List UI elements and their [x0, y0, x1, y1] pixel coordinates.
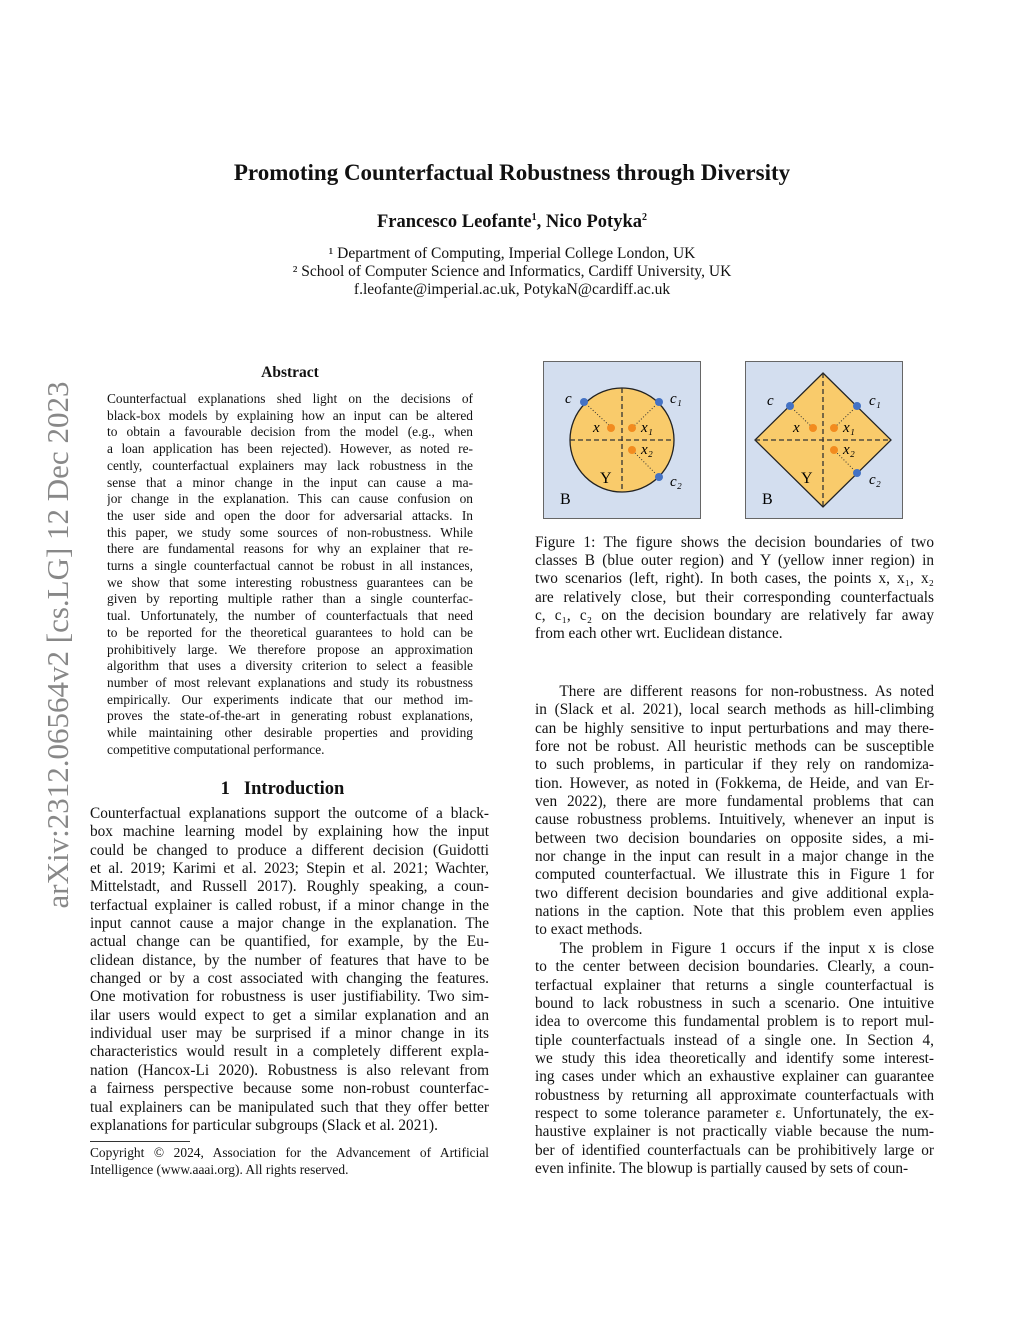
affiliation-2: ² School of Computer Science and Informatics, Cardiff University, UK	[292, 263, 732, 280]
text-line: competitive computational performance.	[107, 741, 325, 757]
text-line: fore not be robust. All heuristic methods can be susceptible	[535, 738, 934, 756]
text-line: tual. Unfortunately, the number of counterfactuals that need	[107, 608, 473, 624]
text-line: One motivation for robustness is user justifiability. Two sim-	[90, 988, 489, 1006]
text-line: proves the state-of-the-art in generating robust explanations,	[107, 708, 473, 724]
text-line: empirically. Our experiments indicate that our method im-	[107, 691, 473, 707]
text-line: black-box models by explaining how an input can be altered	[107, 407, 473, 423]
text-line: c, c₁, c₂ on the decision boundary are relatively far away	[535, 606, 934, 624]
text-line: to such problems, in particular if they rely on randomiza-	[535, 756, 934, 774]
text-line: cently, counterfactual explainers may lack robustness in the	[107, 457, 473, 473]
text-line: tiple counterfactuals instead of a single one. In Section 4,	[535, 1031, 934, 1049]
text-line: a fairness perspective because some non-robust counterfac-	[90, 1080, 489, 1098]
text-line: can be highly sensitive to input perturbations and may there-	[535, 719, 934, 737]
counterfactual-c2	[655, 473, 663, 481]
abstract-heading: Abstract	[261, 364, 319, 381]
author-emails: f.leofante@imperial.ac.uk, PotykaN@cardiff.ac.uk	[353, 281, 671, 298]
text-line: The problem in Figure 1 occurs if the input x is close	[535, 939, 934, 957]
label-c: c	[767, 393, 774, 409]
text-line: to obtain a favourable decision from the model (e.g., when	[107, 424, 473, 440]
text-line: tual explainers can be manipulated such that they offer better	[90, 1098, 489, 1116]
label-x1: x₁	[641, 420, 653, 436]
author-1: Francesco Leofante	[377, 212, 532, 233]
label-c1: c₁	[869, 393, 881, 409]
text-line: jor change in the explanation. This can cause confusion on	[107, 491, 473, 507]
text-line: Intelligence (www.aaai.org). All rights reserved.	[90, 1162, 349, 1177]
label-x: x	[793, 420, 800, 436]
text-line: actual change can be quantified, for example, by the Eu-	[90, 933, 489, 951]
text-line: nation (Hancox-Li 2020). Robustness is also relevant from	[90, 1061, 489, 1079]
authors	[0, 212, 1024, 233]
text-line: terfactual explainer is called robust, if a minor change in the	[90, 896, 489, 914]
text-line: to be reported for the theoretical guarantees to hold can be	[107, 624, 473, 640]
counterfactual-c	[786, 402, 794, 410]
text-line: input cannot cause a major change in the explanation. The	[90, 915, 489, 933]
text-line: ven 2022), there are more fundamental problems that can	[535, 793, 934, 811]
text-line: individual user may be surprised if a minor change in its	[90, 1025, 489, 1043]
counterfactual-c2	[853, 469, 861, 477]
text-line: two different decision boundaries and give additional expla-	[535, 884, 934, 902]
text-line: clidean distance, by the number of features that have to be	[90, 951, 489, 969]
introduction-body	[90, 805, 489, 1135]
counterfactual-c1	[655, 398, 663, 406]
text-line: tion. However, as noted in (Fokkema, de Heide, and van Er-	[535, 774, 934, 792]
counterfactual-c1	[853, 402, 861, 410]
abstract-body	[107, 391, 473, 758]
input-x	[607, 424, 615, 432]
input-x	[809, 424, 817, 432]
label-x2: x₂	[843, 442, 855, 458]
label-x1: x₁	[843, 420, 855, 436]
text-line: terfactual explainer that returns a single counterfactual is	[535, 976, 934, 994]
text-line: to the center between decision boundaries. Clearly, a coun-	[535, 958, 934, 976]
text-line: are relatively close, but their corresponding counterfactuals	[535, 588, 934, 606]
label-Y: Y	[801, 470, 813, 487]
section-title: Introduction	[243, 779, 345, 799]
label-Y: Y	[600, 470, 612, 487]
text-line: idea to overcome this fundamental problem is to report mul-	[535, 1013, 934, 1031]
text-line: the user side and open the door for adversarial attacks. In	[107, 507, 473, 523]
text-line: haustive explainer is not practically viable because the num-	[535, 1123, 934, 1141]
right-column-body	[535, 683, 934, 1178]
text-line: prohibitively large. We therefore propose an approximation	[107, 641, 473, 657]
text-line: there are fundamental reasons for why an explainer that re-	[107, 541, 473, 557]
text-line: from each other wrt. Euclidean distance.	[535, 625, 783, 643]
label-B: B	[560, 491, 571, 508]
text-line: ing cases under which an exhaustive explainer can guarantee	[535, 1068, 934, 1086]
copyright-notice	[90, 1144, 489, 1178]
label-c: c	[565, 391, 572, 407]
text-line: cause robustness problems. Intuitively, whenever an input is	[535, 811, 934, 829]
text-line: Counterfactual explanations support the outcome of a black-	[90, 805, 489, 822]
text-line: ber of identified counterfactuals can be prohibitively large or	[535, 1141, 934, 1159]
input-x1	[830, 424, 838, 432]
text-line: characteristics would result in a completely different expla-	[90, 1043, 489, 1061]
text-line: even infinite. The blowup is partially caused by sets of coun-	[535, 1159, 909, 1177]
figure-1-left-circle	[543, 361, 701, 519]
text-line: robustness by returning all approximate counterfactuals with	[535, 1086, 934, 1104]
section-number: 1	[220, 779, 230, 799]
text-line: Figure 1: The figure shows the decision boundaries of two	[535, 534, 934, 551]
text-line: we study this idea theoretically and identify some interest-	[535, 1049, 934, 1067]
text-line: this paper, we study some sources of non-robustness. While	[107, 524, 473, 540]
text-line: two scenarios (left, right). In both cases, the points x, x₁, x₂	[535, 570, 934, 588]
text-line: changed or by a cost associated with changing the features.	[90, 970, 489, 988]
affiliation-1: ¹ Department of Computing, Imperial College London, UK	[328, 245, 696, 262]
text-line: while maintaining other desirable properties and providing	[107, 725, 473, 741]
figure-1-right-diamond	[745, 361, 903, 519]
author-1-mark: 1	[531, 212, 537, 223]
text-line: given by reporting multiple rather than a single counterfac-	[107, 591, 473, 607]
paper-title: Promoting Counterfactual Robustness through Diversity	[233, 160, 791, 185]
text-line: et al. 2019; Karimi et al. 2023; Stepin et al. 2021; Wachter,	[90, 860, 489, 878]
text-line: There are different reasons for non-robustness. As noted	[535, 683, 934, 700]
text-line: Copyright © 2024, Association for the Advancement of Artificial	[90, 1145, 489, 1160]
text-line: Counterfactual explanations shed light on the decisions of	[107, 391, 473, 406]
text-line: could be changed to produce a different decision (Guidotti	[90, 841, 489, 859]
footnote-rule	[90, 1141, 190, 1142]
input-x2	[628, 446, 636, 454]
text-line: in (Slack et al. 2021), local search methods as hill-climbing	[535, 701, 934, 719]
text-line: between two decision boundaries on opposite sides, a mi-	[535, 829, 934, 847]
text-line: box machine learning model by explaining how the input	[90, 823, 489, 841]
counterfactual-c	[580, 398, 588, 406]
input-x1	[628, 424, 636, 432]
text-line: a loan application has been rejected). However, as noted re-	[107, 441, 473, 457]
text-line: nor change in the input can result in a major change in the	[535, 848, 934, 866]
text-line: number of most relevant explanations and study its robustness	[107, 674, 473, 690]
text-line: Mittelstadt, and Russell 2017). Roughly speaking, a coun-	[90, 878, 489, 896]
text-line: turns a single counterfactual cannot be robust in all instances,	[107, 558, 473, 574]
label-c2: c₂	[869, 472, 881, 488]
author-2: Nico Potyka	[545, 212, 642, 233]
text-line: we show that some interesting robustness guarantees can be	[107, 574, 473, 590]
text-line: nations in the caption. Note that this problem even applies	[535, 903, 934, 921]
text-line: classes B (blue outer region) and Y (yellow inner region) in	[535, 552, 934, 570]
label-c2: c₂	[670, 474, 682, 490]
input-x2	[830, 446, 838, 454]
text-line: bound to lack robustness in such a scenario. One intuitive	[535, 994, 934, 1012]
figure-1-caption	[535, 534, 934, 643]
text-line: to exact methods.	[535, 921, 643, 939]
label-x: x	[593, 420, 600, 436]
text-line: ilar users would expect to get a similar explanation and an	[90, 1006, 489, 1024]
section-heading-introduction	[90, 779, 489, 800]
text-line: explanations for particular subgroups (Slack et al. 2021).	[90, 1116, 438, 1134]
label-B: B	[762, 491, 773, 508]
author-2-mark: 2	[641, 212, 647, 223]
text-line: algorithm that uses a diversity criterion to select a feasible	[107, 658, 473, 674]
label-x2: x₂	[641, 442, 653, 458]
author-sep: ,	[536, 212, 546, 233]
arxiv-stamp: arXiv:2312.06564v2 [cs.LG] 12 Dec 2023	[40, 381, 75, 909]
text-line: sense that a minor change in the input can cause a ma-	[107, 474, 473, 490]
text-line: computed counterfactual. We illustrate this in Figure 1 for	[535, 866, 934, 884]
label-c1: c₁	[670, 391, 682, 407]
text-line: respect to some tolerance parameter ε. Unfortunately, the ex-	[535, 1104, 934, 1122]
